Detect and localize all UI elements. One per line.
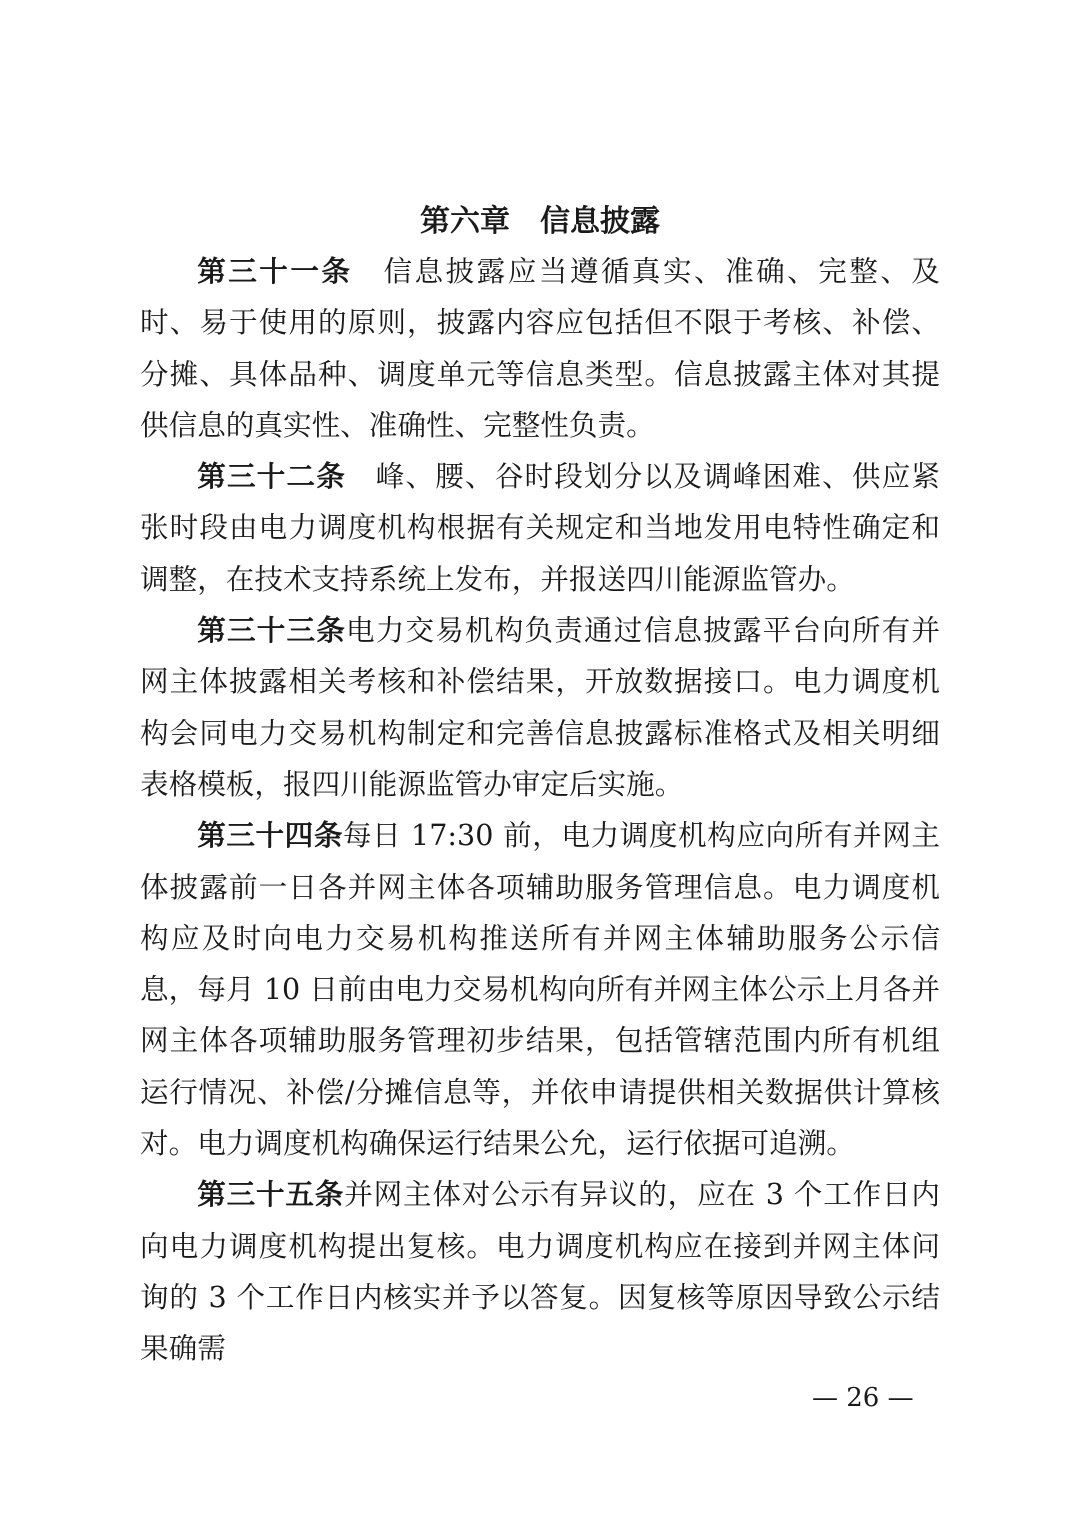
document-body (140, 246, 940, 1375)
article-text: 并网主体对公示有异议的，应在 3 个工作日内向电力调度机构提出复核。电力调度机构应在接到并网主体问询的 3 个工作日内核实并予以答复。因复核等原因导致公示结果确需 (140, 1177, 940, 1366)
article-text: 峰、腰、谷时段划分以及调峰困难、供应紧张时段由电力调度机构根据有关规定和当地发用电特性确定和调整，在技术支持系统上发布，并报送四川能源监管办。 (140, 459, 940, 596)
article-34 (140, 810, 940, 1169)
article-32 (140, 451, 940, 605)
article-31 (140, 246, 940, 451)
article-text: 电力交易机构负责通过信息披露平台向所有并网主体披露相关考核和补偿结果，开放数据接口。电力调度机构会同电力交易机构制定和完善信息披露标准格式及相关明细表格模板，报四川能源监管办审定后实施。 (140, 613, 940, 801)
chapter-title: 第六章 信息披露 (420, 204, 660, 239)
article-number: 第三十一条 (197, 254, 353, 288)
article-number: 第三十三条 (197, 613, 346, 648)
article-number: 第三十五条 (197, 1177, 345, 1212)
article-text: 每日 17:30 前，电力调度机构应向所有并网主体披露前一日各并网主体各项辅助服务管理信息。电力调度机构应及时向电力交易机构推送所有并网主体辅助服务公示信息，每月 10 日前由电力交易机构向所有并网主体公示上月各并网主体各项辅助服务管理初步结果，包括管辖范围内所有机组运行情况、补偿/分摊信息等，并依申请提供相关数据供计算核对。电力调度机构确保运行结果公允，运行依据可追溯。 (140, 818, 940, 1161)
article-35 (140, 1169, 940, 1374)
article-text: 信息披露应当遵循真实、准确、完整、及时、易于使用的原则，披露内容应包括但不限于考核、补偿、分摊、具体品种、调度单元等信息类型。信息披露主体对其提供信息的真实性、准确性、完整性负责。 (140, 254, 940, 442)
article-33 (140, 605, 940, 810)
article-number: 第三十二条 (197, 459, 346, 494)
page-number: — 26 — (812, 1383, 914, 1413)
article-number: 第三十四条 (197, 818, 344, 853)
